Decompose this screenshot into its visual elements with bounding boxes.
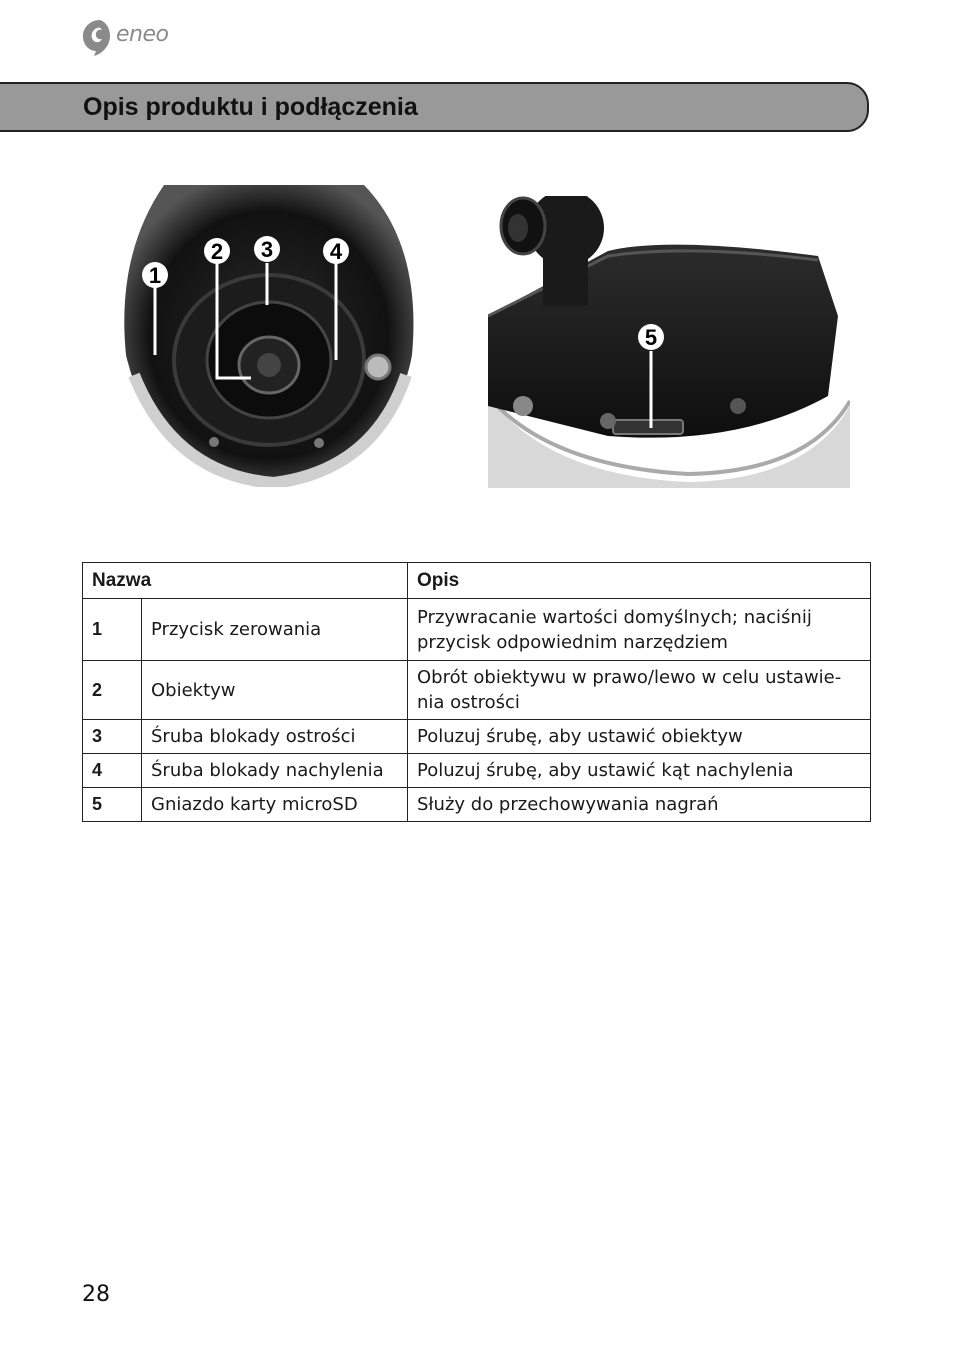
camera-interior-photo bbox=[114, 185, 422, 487]
callout-4-label: 4 bbox=[329, 239, 343, 264]
table-row bbox=[83, 599, 871, 661]
callout-1-label: 1 bbox=[148, 263, 162, 288]
eneo-logo-icon bbox=[80, 18, 116, 58]
callout-5-label: 5 bbox=[644, 325, 658, 350]
callout-2-label: 2 bbox=[210, 239, 224, 264]
callout-3-label: 3 bbox=[260, 237, 274, 262]
row-name: Obiektyw bbox=[142, 661, 408, 720]
eneo-logo bbox=[80, 18, 190, 58]
table-row bbox=[83, 788, 871, 822]
row-name: Śruba blokady ostrości bbox=[142, 720, 408, 754]
row-name: Przycisk zerowania bbox=[142, 599, 408, 661]
row-description: Poluzuj śrubę, aby ustawić obiektyw bbox=[408, 720, 871, 754]
row-number: 4 bbox=[83, 754, 142, 788]
table-row bbox=[83, 754, 871, 788]
row-number: 2 bbox=[83, 661, 142, 720]
row-number: 3 bbox=[83, 720, 142, 754]
row-name: Gniazdo karty microSD bbox=[142, 788, 408, 822]
section-header-bar bbox=[0, 82, 869, 132]
camera-module-photo bbox=[488, 196, 850, 488]
callout-5 bbox=[638, 324, 664, 350]
row-description: Obrót obiektywu w prawo/lewo w celu ustawie-nia ostrości bbox=[408, 661, 871, 720]
header-name: Nazwa bbox=[83, 563, 408, 599]
logo-text: eneo bbox=[116, 22, 169, 47]
table-header-row bbox=[83, 563, 871, 599]
callout-2 bbox=[204, 238, 230, 264]
row-description: Przywracanie wartości domyślnych; naciśnij przycisk odpowiednim narzędziem bbox=[408, 599, 871, 661]
page-number: 28 bbox=[82, 1282, 110, 1307]
table-row bbox=[83, 720, 871, 754]
row-number: 1 bbox=[83, 599, 142, 661]
callout-1 bbox=[142, 262, 168, 288]
row-description: Służy do przechowywania nagrań bbox=[408, 788, 871, 822]
section-title: Opis produktu i podłączenia bbox=[83, 93, 418, 121]
header-description: Opis bbox=[408, 563, 871, 599]
table-row bbox=[83, 661, 871, 720]
row-description: Poluzuj śrubę, aby ustawić kąt nachylenia bbox=[408, 754, 871, 788]
parts-table bbox=[82, 562, 871, 822]
callout-4 bbox=[323, 238, 349, 264]
row-name: Śruba blokady nachylenia bbox=[142, 754, 408, 788]
row-number: 5 bbox=[83, 788, 142, 822]
callout-3 bbox=[254, 236, 280, 262]
